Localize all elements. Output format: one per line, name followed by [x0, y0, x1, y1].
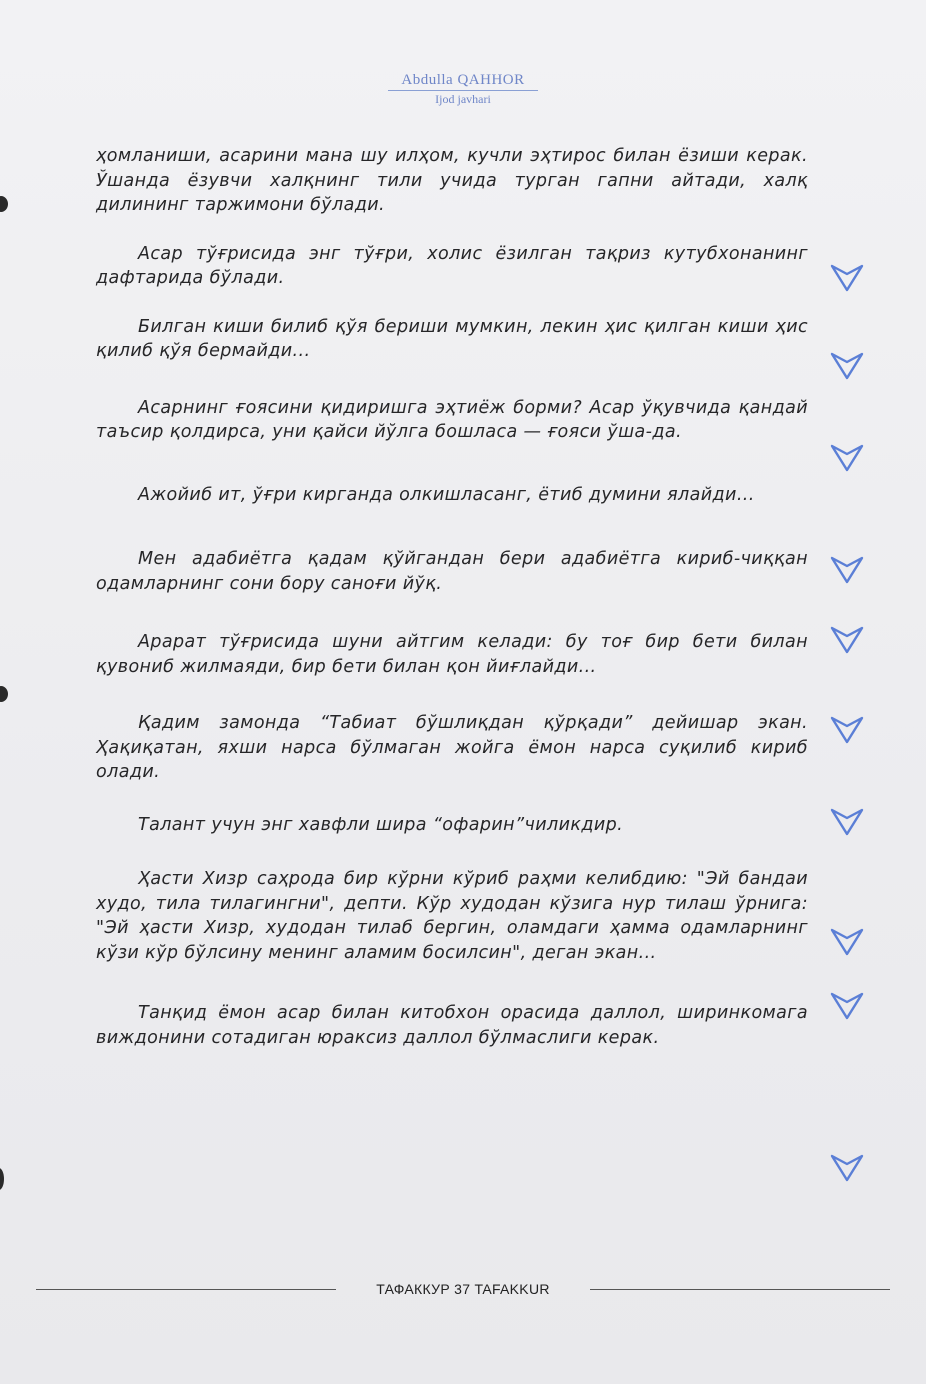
paragraph: Асарнинг ғоясини қидиришга эҳтиёж борми? Асар ўқувчида қандай таъсир қолдирса, уни қайси йўлга бошласа — ғояси ўша-да. — [96, 397, 808, 442]
header-subtitle: Ijod javhari — [435, 92, 491, 106]
paragraph: Ажойиб ит, ўғри кирганда олкишласанг, ётиб думини ялайди... — [138, 484, 755, 505]
binder-hole — [0, 196, 8, 212]
blue-checkmark-arrow-icon — [830, 1152, 864, 1182]
blue-checkmark-arrow-icon — [830, 442, 864, 472]
paragraph: Ҳасти Хизр саҳрода бир кўрни кўриб раҳми келибдию: "Эй бандаи худо, тила тилагингни", депти. Кўр худодан кўзига нур тилаш ўрнига: "Эй ҳасти Хизр, худодан тилаб бергин, оламдаги ҳамма одамларнинг кўзи кўр бўлсину менинг аламим босилсин", деган экан... — [96, 869, 808, 963]
blue-checkmark-arrow-icon — [830, 350, 864, 380]
footer-rule-right — [590, 1289, 890, 1290]
blue-checkmark-arrow-icon — [830, 990, 864, 1020]
header-author: Abdulla QAHHOR — [401, 72, 525, 88]
blue-checkmark-arrow-icon — [830, 262, 864, 292]
paragraph: Танқид ёмон асар билан китобхон орасида даллол, ширинкомага виждонини сотадиган юраксиз даллол бўлмаслиги керак. — [96, 1003, 808, 1048]
paragraph: Қадим замонда “Табиат бўшлиқдан қўрқади” дейишар экан. Ҳақиқатан, яхши нарса бўлмаган жойга ёмон нарса суқилиб кириб олади. — [96, 713, 808, 782]
paragraph: ҳомланиши, асарини мана шу илҳом, кучли эҳтирос билан ёзиши керак. Ўшанда ёзувчи халқнинг тили учида турган гапни айтади, халқ дилининг таржимони бўлади. — [96, 146, 808, 215]
paragraph: Билган киши билиб қўя бериши мумкин, лекин ҳис қилган киши ҳис қилиб қўя бермайди... — [96, 316, 808, 361]
binder-hole — [0, 686, 8, 702]
blue-checkmark-arrow-icon — [830, 624, 864, 654]
blue-checkmark-arrow-icon — [830, 806, 864, 836]
blue-checkmark-arrow-icon — [830, 926, 864, 956]
page-body — [96, 144, 808, 1050]
blue-checkmark-arrow-icon — [830, 554, 864, 584]
blue-checkmark-arrow-icon — [830, 714, 864, 744]
paragraph: Арарат тўғрисида шуни айтгим келади: бу тоғ бир бети билан қувониб жилмаяди, бир бети билан қон йиғлайди... — [96, 632, 808, 677]
footer-page-label: ТАФАККУР 37 TAFAKKUR — [376, 1281, 550, 1297]
running-header — [0, 70, 926, 107]
page-footer — [36, 1279, 890, 1299]
paragraph: Мен адабиётга қадам қўйгандан бери адабиётга кириб-чиққан одамларнинг сони бору саноғи йўқ. — [96, 549, 808, 594]
binder-hole — [0, 1168, 4, 1190]
paragraph: Асар тўғрисида энг тўғри, холис ёзилган тақриз кутубхонанинг дафтарида бўлади. — [96, 243, 808, 288]
paragraph: Талант учун энг хавфли шира “офарин”чиликдир. — [138, 814, 624, 835]
